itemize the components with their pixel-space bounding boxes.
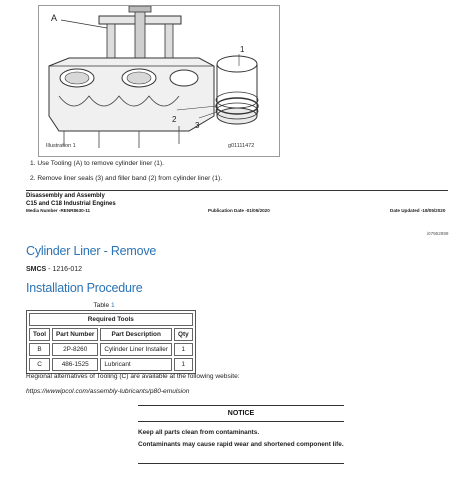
table-group-header: Required Tools [29, 313, 193, 326]
step-list [30, 160, 222, 190]
table-row [29, 358, 193, 371]
table-cell: C [29, 358, 50, 371]
cylinder-liner-removal-drawing [39, 6, 279, 156]
header-divider [26, 190, 448, 191]
column-header: Tool [29, 328, 50, 341]
illustration-id: g01111472 [228, 143, 255, 149]
label-a: A [51, 13, 58, 23]
table-caption-prefix: Table [93, 302, 111, 309]
illustration-caption: Illustration 1 [46, 143, 76, 149]
notice-top-rule [138, 405, 344, 406]
smcs-label: SMCS [26, 266, 47, 273]
section-title: Installation Procedure [26, 281, 143, 295]
notice-bottom-rule [138, 463, 344, 464]
page-title: Cylinder Liner - Remove [26, 244, 157, 258]
table-caption-number: 1 [110, 302, 115, 309]
illustration [38, 5, 280, 157]
label-3: 3 [195, 121, 200, 130]
notice-title: NOTICE [227, 410, 255, 417]
doc-header-line1: Disassembly and Assembly [26, 193, 105, 199]
doc-header-line2: C15 and C18 Industrial Engines [26, 201, 116, 207]
step-item: 1. Use Tooling (A) to remove cylinder liner (1). [30, 160, 165, 167]
column-header: Qty [174, 328, 193, 341]
smcs-code [26, 266, 82, 273]
table-cell: Lubricant [100, 358, 172, 371]
table-cell: 1 [174, 358, 193, 371]
document-id: i07962899 [427, 231, 449, 236]
date-updated: Date Updated -18/05/2020 [390, 208, 446, 213]
table-cell: 486-1525 [52, 358, 98, 371]
publication-date: Publication Date -01/05/2020 [208, 208, 270, 213]
required-tools-table [26, 310, 196, 374]
lubricant-url[interactable]: https://wwwipcol.com/assembly-lubricants/p80-emulsion [26, 388, 190, 395]
table-caption [26, 302, 182, 309]
doc-header [26, 192, 116, 208]
notice-paragraph: Contaminants may cause rapid wear and shortened component life. [138, 441, 344, 448]
table-header-row [29, 328, 193, 341]
column-header: Part Description [100, 328, 172, 341]
table-cell: Cylinder Liner Installer [100, 343, 172, 356]
smcs-value: - 1216-012 [46, 266, 83, 273]
media-number: Media Number -RENR8630-11 [26, 208, 91, 213]
notice-title-rule [138, 421, 344, 422]
table-cell: 2P-8260 [52, 343, 98, 356]
column-header: Part Number [52, 328, 98, 341]
table-row [29, 343, 193, 356]
table-cell: 1 [174, 343, 193, 356]
regional-alternatives-text: Regional alternatives of Tooling (C) are available at the following website: [26, 373, 240, 380]
step-item: 2. Remove liner seals (3) and filler band (2) from cylinder liner (1). [30, 175, 223, 182]
notice-paragraph: Keep all parts clean from contaminants. [138, 429, 260, 436]
label-1: 1 [240, 45, 245, 54]
table-cell: B [29, 343, 50, 356]
label-2: 2 [172, 115, 177, 124]
